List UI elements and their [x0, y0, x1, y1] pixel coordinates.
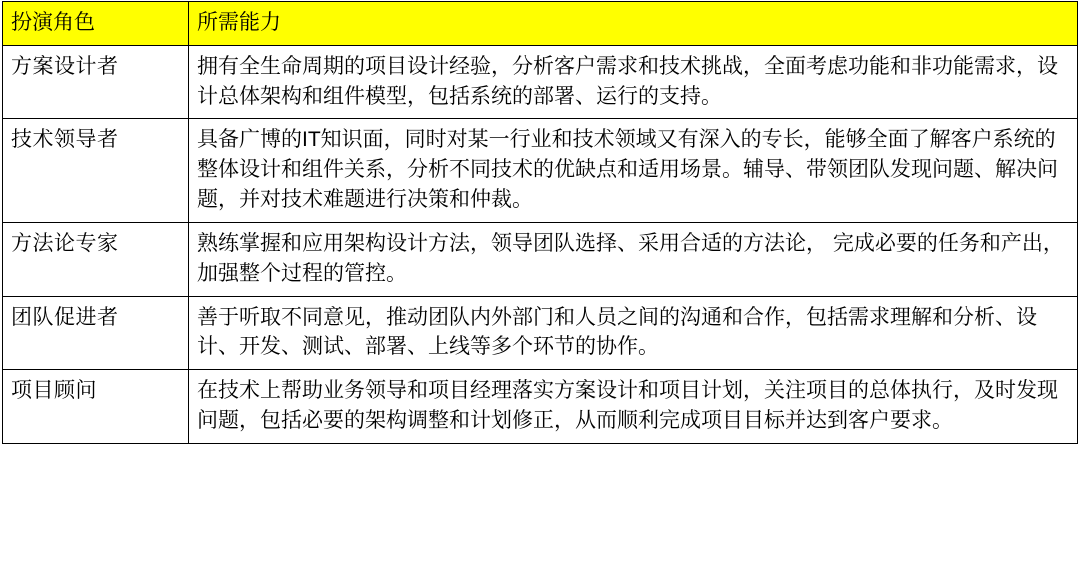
table-header — [3, 2, 1078, 46]
cell-role: 方案设计者 — [3, 45, 189, 119]
cell-role: 技术领导者 — [3, 119, 189, 222]
table-header-row — [3, 2, 1078, 46]
table-row — [3, 370, 1078, 444]
table-row — [3, 296, 1078, 370]
role-capability-table — [2, 1, 1078, 444]
cell-role: 项目顾问 — [3, 370, 189, 444]
cell-skill: 善于听取不同意见，推动团队内外部门和人员之间的沟通和合作，包括需求理解和分析、设计、开发、测试、部署、上线等多个环节的协作。 — [189, 296, 1078, 370]
cell-skill: 具备广博的IT知识面，同时对某一行业和技术领域又有深入的专长，能够全面了解客户系统的整体设计和组件关系，分析不同技术的优缺点和适用场景。辅导、带领团队发现问题、解决问题，并对技术难题进行决策和仲裁。 — [189, 119, 1078, 222]
cell-role: 方法论专家 — [3, 222, 189, 296]
cell-skill: 在技术上帮助业务领导和项目经理落实方案设计和项目计划，关注项目的总体执行，及时发现问题，包括必要的架构调整和计划修正，从而顺利完成项目目标并达到客户要求。 — [189, 370, 1078, 444]
role-capability-table-container — [0, 1, 1080, 444]
column-header-role: 扮演角色 — [3, 2, 189, 46]
table-body — [3, 45, 1078, 443]
table-row — [3, 119, 1078, 222]
cell-skill: 拥有全生命周期的项目设计经验，分析客户需求和技术挑战，全面考虑功能和非功能需求，设计总体架构和组件模型，包括系统的部署、运行的支持。 — [189, 45, 1078, 119]
table-row — [3, 222, 1078, 296]
cell-skill: 熟练掌握和应用架构设计方法，领导团队选择、采用合适的方法论， 完成必要的任务和产出，加强整个过程的管控。 — [189, 222, 1078, 296]
column-header-skill: 所需能力 — [189, 2, 1078, 46]
table-row — [3, 45, 1078, 119]
cell-role: 团队促进者 — [3, 296, 189, 370]
